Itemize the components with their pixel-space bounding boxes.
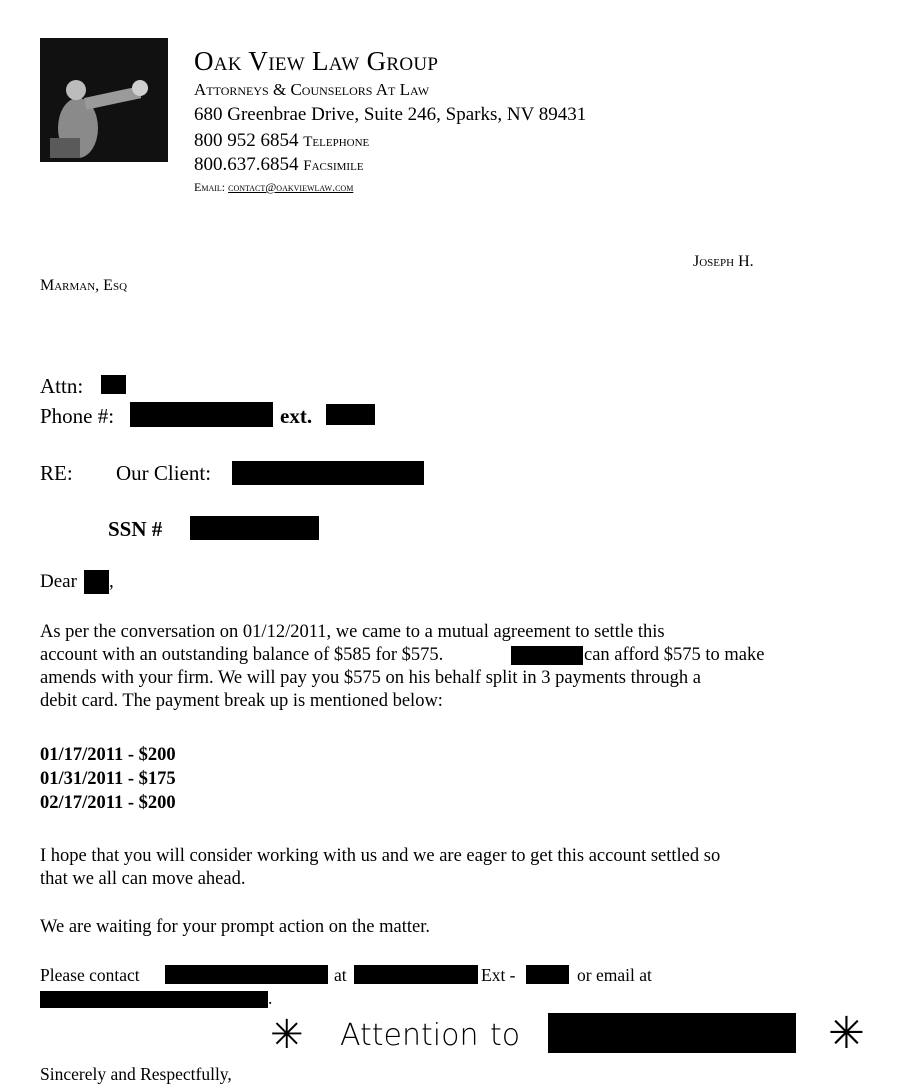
redacted-contact-email — [40, 991, 268, 1008]
firm-address: 680 Greenbrae Drive, Suite 246, Sparks, NV 89431 — [194, 104, 587, 125]
body-p2-line1: I hope that you will consider working with us and we are eager to get this account settled so — [40, 846, 721, 866]
contact-ext: Ext - — [481, 965, 516, 985]
phone-label-attn: Phone #: — [40, 404, 115, 428]
body-p2-line2: that we all can move ahead. — [40, 869, 246, 889]
firm-fax — [194, 154, 364, 176]
ext-label: ext. — [280, 404, 313, 428]
handwritten-star-right: ✳ — [828, 1008, 865, 1059]
redacted-client-name-inline — [511, 646, 583, 665]
firm-tagline: Attorneys & Counselors At Law — [194, 80, 430, 99]
attn-label: Attn: — [40, 374, 84, 398]
fax-label: Facsimile — [303, 158, 364, 174]
redacted-contact-phone — [354, 965, 478, 984]
handwritten-star-left: ✳ — [270, 1012, 304, 1058]
salutation-comma: , — [109, 571, 114, 592]
payment-3: 02/17/2011 - $200 — [40, 793, 176, 813]
salutation-dear: Dear — [40, 571, 77, 592]
client-label: Our Client: — [116, 461, 212, 485]
firm-phone — [194, 130, 369, 152]
ssn-label: SSN # — [108, 517, 163, 541]
redacted-attn-name — [101, 375, 126, 394]
fax-number: 800.637.6854 — [194, 154, 299, 175]
firm-email — [194, 180, 353, 195]
handwritten-attention: Attention — [340, 1018, 479, 1053]
closing: Sincerely and Respectfully, — [40, 1064, 232, 1084]
handwritten-to: to — [490, 1018, 521, 1053]
payment-2: 01/31/2011 - $175 — [40, 769, 176, 789]
body-p1-line1: As per the conversation on 01/12/2011, we came to a mutual agreement to settle this — [40, 622, 665, 642]
body-p1-line3: amends with your firm. We will pay you $575 on his behalf split in 3 payments through a — [40, 668, 701, 688]
contact-email: or email at — [577, 965, 652, 985]
redacted-ssn — [190, 516, 319, 540]
contact-period: . — [268, 988, 273, 1008]
body-p3: We are waiting for your prompt action on the matter. — [40, 917, 430, 937]
re-label: RE: — [40, 461, 73, 485]
body-p1-line2a: account with an outstanding balance of $585 for $575. — [40, 645, 444, 665]
email-label: Email: — [194, 180, 226, 194]
redacted-ext — [326, 404, 375, 425]
body-p1-line2b: can afford $575 to make — [584, 645, 765, 665]
payment-1: 01/17/2011 - $200 — [40, 745, 176, 765]
contact-at: at — [334, 965, 347, 985]
phone-number: 800 952 6854 — [194, 130, 299, 151]
firm-name: Oak View Law Group — [194, 46, 439, 76]
redacted-contact-ext — [526, 965, 569, 984]
redacted-client-name — [232, 461, 424, 485]
redacted-contact-name — [165, 965, 328, 984]
firm-logo — [40, 38, 168, 162]
addressee-name-line2: Marman, Esq — [40, 277, 128, 294]
body-p1-line4: debit card. The payment break up is mentioned below: — [40, 691, 443, 711]
email-address[interactable]: contact@oakviewlaw.com — [228, 180, 354, 194]
contact-please: Please contact — [40, 965, 140, 985]
redacted-handwritten-name — [548, 1013, 796, 1053]
addressee-name-line1: Joseph H. — [693, 253, 754, 270]
redacted-salutation-name — [84, 570, 109, 594]
phone-label: Telephone — [303, 134, 370, 150]
redacted-phone — [130, 402, 273, 427]
